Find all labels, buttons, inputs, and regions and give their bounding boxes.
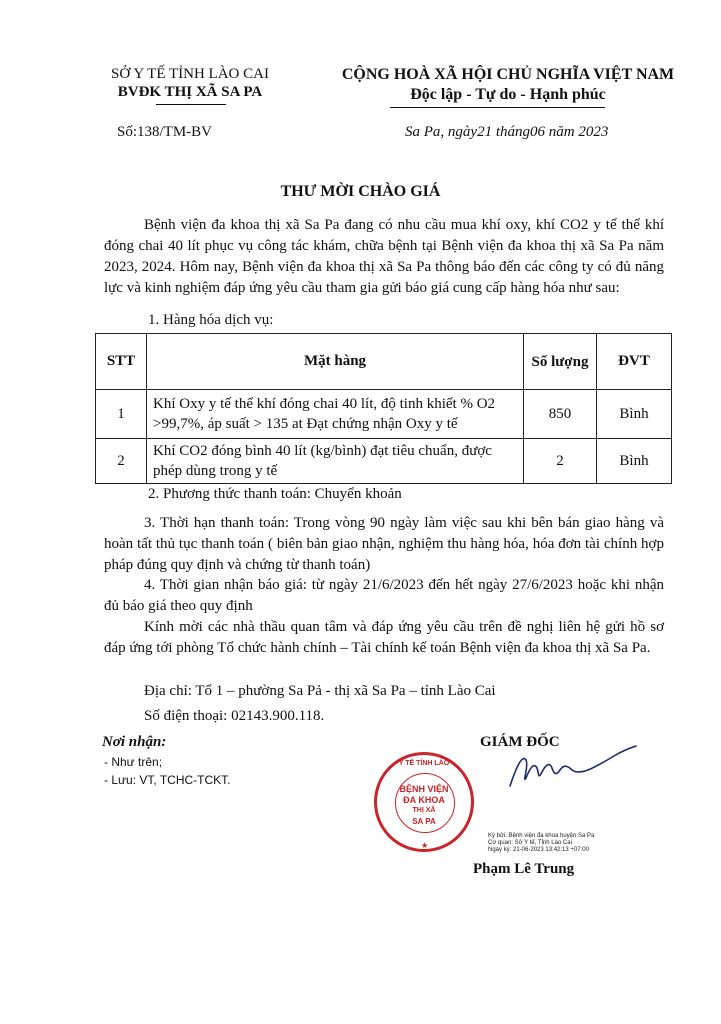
row-stt: 1 [96, 390, 147, 439]
header-quantity: Số lượng [524, 334, 597, 390]
hospital-name: BVĐK THỊ XÃ SA PA [117, 84, 263, 100]
digital-signature-info [488, 833, 594, 854]
section-payment-term: 3. Thời hạn thanh toán: Trong vòng 90 ngày làm việc sau khi bên bán giao hàng và hoàn tất thủ tục thanh toán ( biên bản giao nhận, nghiệm thu hàng hóa, hóa đơn tài chính hợp pháp đúng quy định và chứng từ thanh toán) [104, 515, 664, 573]
digital-signer: Ký bởi: Bệnh viện đa khoa huyện Sa Pa [488, 833, 595, 839]
row-item: Khí CO2 đóng bình 40 lít (kg/bình) đạt tiêu chuẩn, được phép dùng trong y tế [147, 439, 524, 484]
table-header-row [96, 334, 672, 390]
director-name: Phạm Lê Trung [473, 861, 575, 877]
header-stt: STT [96, 334, 147, 390]
invitation-paragraph: Kính mời các nhà thầu quan tâm và đáp ứng yêu cầu trên đề nghị liên hệ gửi hồ sơ đáp ứng tới phòng Tổ chức hành chính – Tài chính kế toán Bệnh viện đa khoa thị xã Sa Pa. [104, 619, 664, 656]
section-quote-period: 4. Thời gian nhận báo giá: từ ngày 21/6/2023 đến hết ngày 27/6/2023 hoặc khi nhận đủ báo giá theo quy định [104, 577, 664, 614]
recipient-item: - Lưu: VT, TCHC-TCKT. [104, 773, 231, 787]
recipient-item: - Như trên; [104, 755, 163, 769]
national-motto: Độc lập - Tự do - Hạnh phúc [410, 86, 606, 103]
section-payment-method: 2. Phương thức thanh toán: Chuyển khoản [148, 486, 402, 502]
row-quantity: 850 [524, 390, 597, 439]
recipients-label: Nơi nhận: [102, 734, 167, 750]
header-left-underline [156, 104, 226, 105]
date-line: Sa Pa, ngày21 tháng06 năm 2023 [405, 124, 609, 140]
row-stt: 2 [96, 439, 147, 484]
director-title: GIÁM ĐỐC [480, 734, 560, 750]
header-unit: ĐVT [597, 334, 672, 390]
republic-name: CỘNG HOÀ XÃ HỘI CHỦ NGHĨA VIỆT NAM [341, 66, 675, 83]
table-row [96, 390, 672, 439]
seal-top-text: Y TẾ TỈNH LÀO [398, 760, 450, 767]
seal-star-icon: ★ [421, 841, 429, 850]
seal-line: SA PA [412, 817, 436, 826]
seal-line: BỆNH VIỆN [399, 784, 449, 794]
row-quantity: 2 [524, 439, 597, 484]
intro-paragraph: Bệnh viện đa khoa thị xã Sa Pa đang có nhu cầu mua khí oxy, khí CO2 y tế thể khí đóng chai 40 lít phục vụ công tác khám, chữa bệnh tại Bệnh viện đa khoa thị xã Sa Pa năm 2023, 2024. Hôm nay, Bệnh viện đa khoa thị xã Sa Pa thông báo đến các công ty có đủ năng lực và kinh nghiệm đáp ứng yêu cầu tham gia gửi báo giá cung cấp hàng hóa như sau: [104, 217, 664, 296]
handwritten-signature [502, 738, 642, 798]
goods-table [95, 333, 672, 484]
table-row [96, 439, 672, 484]
department-name: SỞ Y TẾ TỈNH LÀO CAI [111, 66, 269, 82]
phone-line: Số điện thoại: 02143.900.118. [144, 708, 325, 724]
digital-date: Ngày ký: 21-06-2023 13:42:13 +07:00 [488, 847, 589, 853]
row-unit: Bình [597, 390, 672, 439]
header-item: Mặt hàng [147, 334, 524, 390]
header-right-underline [390, 107, 605, 108]
section-goods-heading: 1. Hàng hóa dịch vụ: [148, 312, 274, 328]
digital-org: Cơ quan: Sở Y tế, Tỉnh Lào Cai [488, 840, 572, 846]
row-unit: Bình [597, 439, 672, 484]
row-item: Khí Oxy y tế thể khí đóng chai 40 lít, độ tinh khiết % O2 >99,7%, áp suất > 135 at Đạt chứng nhận Oxy y tế [147, 390, 524, 439]
seal-line: ĐA KHOA [403, 795, 445, 805]
document-title: THƯ MỜI CHÀO GIÁ [280, 183, 441, 200]
hospital-seal [374, 752, 474, 852]
document-number: Số:138/TM-BV [117, 124, 213, 140]
address-line: Địa chỉ: Tổ 1 – phường Sa Pả - thị xã Sa Pa – tỉnh Lào Cai [144, 683, 496, 699]
seal-line: THỊ XÃ [412, 807, 436, 814]
